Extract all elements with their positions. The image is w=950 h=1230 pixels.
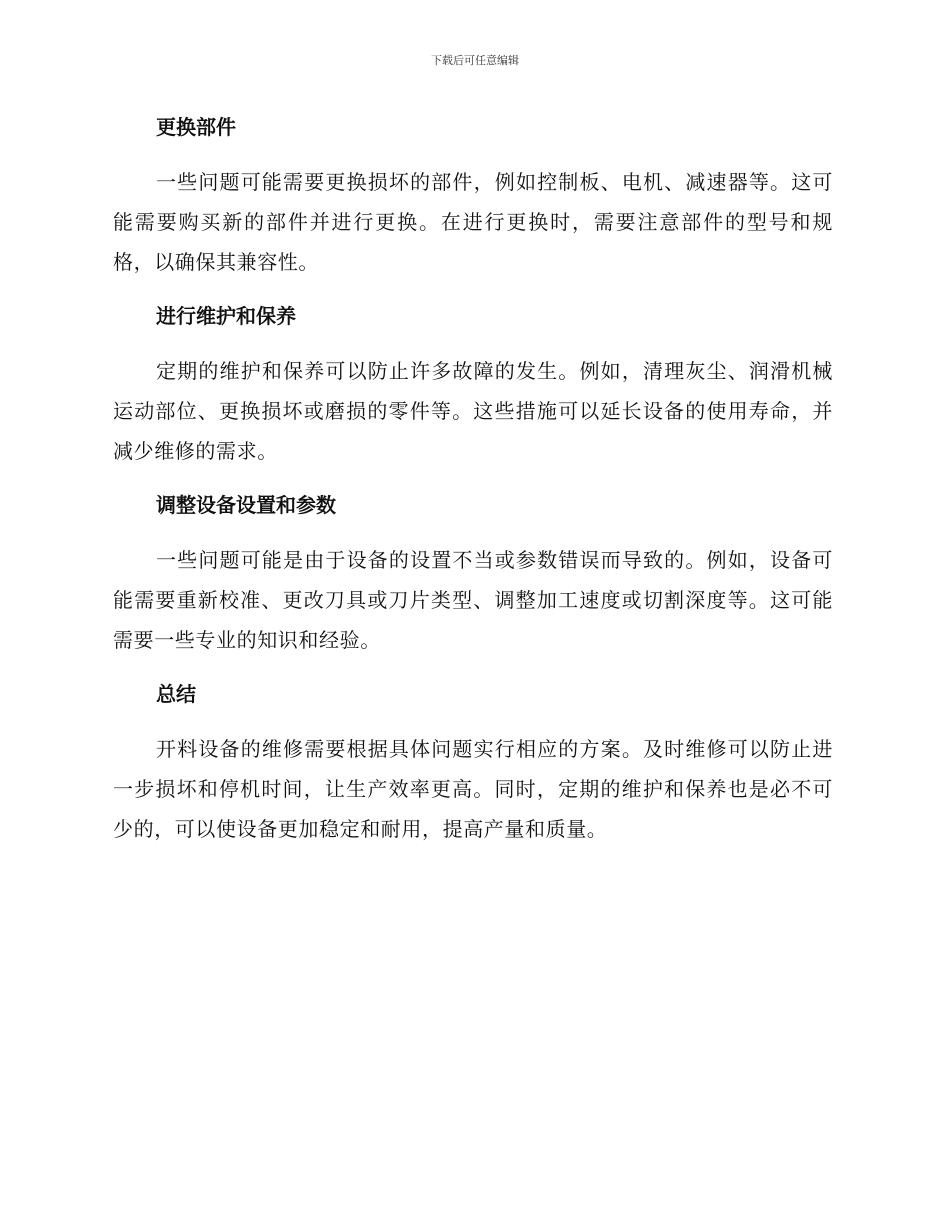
section-title-maintenance: 进行维护和保养 (156, 304, 296, 328)
section-title-replace-parts: 更换部件 (156, 115, 236, 139)
section-title-adjust-settings: 调整设备设置和参数 (156, 493, 336, 517)
section-body-summary: 开料设备的维修需要根据具体问题实行相应的方案。及时维修可以防止进一步损坏和停机时间，让生产效率更高。同时，定期的维护和保养也是必不可少的，可以使设备更加稳定和耐用，提高产量和质量。 (113, 737, 833, 841)
section-body-replace-parts: 一些问题可能需要更换损坏的部件，例如控制板、电机、减速器等。这可能需要购买新的部件并进行更换。在进行更换时，需要注意部件的型号和规格，以确保其兼容性。 (113, 170, 833, 274)
section-body-adjust-settings: 一些问题可能是由于设备的设置不当或参数错误而导致的。例如，设备可能需要重新校准、更改刀具或刀片类型、调整加工速度或切割深度等。这可能需要一些专业的知识和经验。 (113, 548, 833, 652)
document-body (113, 107, 833, 849)
section-title-summary: 总结 (156, 682, 196, 706)
page-header: 下载后可任意编辑 (431, 54, 519, 67)
section-body-maintenance: 定期的维护和保养可以防止许多故障的发生。例如，清理灰尘、润滑机械运动部位、更换损坏或磨损的零件等。这些措施可以延长设备的使用寿命，并减少维修的需求。 (113, 359, 833, 463)
